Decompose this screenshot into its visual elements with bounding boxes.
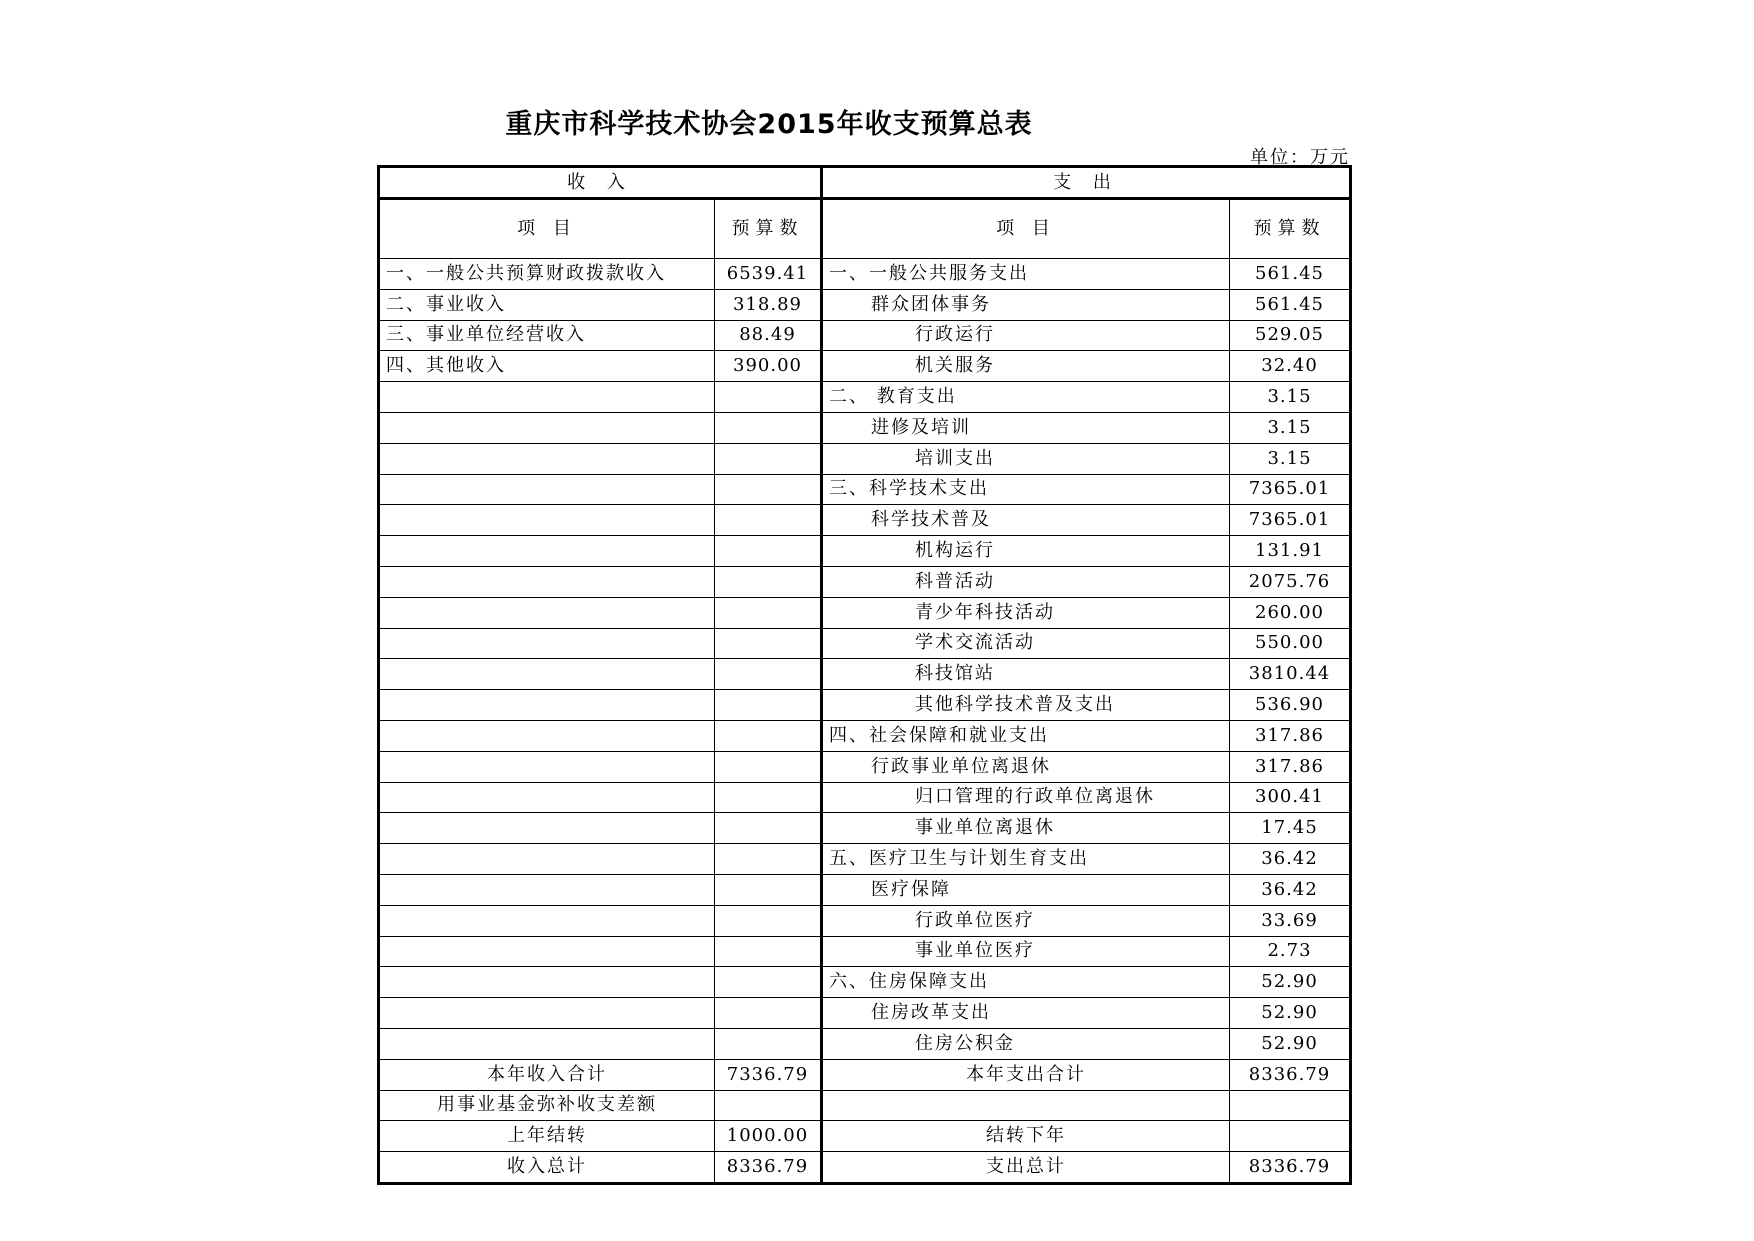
expense-item-cell: 机构运行 (822, 536, 1230, 567)
income-item-cell (379, 505, 715, 536)
expense-item-cell: 事业单位离退休 (822, 813, 1230, 844)
expense-item-cell: 科技馆站 (822, 659, 1230, 690)
income-amount-cell: 318.89 (715, 289, 822, 320)
expense-item-cell: 事业单位医疗 (822, 936, 1230, 967)
income-amount-cell: 390.00 (715, 351, 822, 382)
income-item-cell (379, 536, 715, 567)
income-amount-header: 预算数 (715, 199, 822, 259)
income-amount-cell (715, 813, 822, 844)
table-row (379, 967, 1351, 998)
table-row (379, 566, 1351, 597)
income-item-cell (379, 967, 715, 998)
expense-item-cell: 进修及培训 (822, 412, 1230, 443)
expense-item-cell: 培训支出 (822, 443, 1230, 474)
expense-amount-cell: 3.15 (1230, 382, 1351, 413)
expense-amount-cell: 33.69 (1230, 905, 1351, 936)
expense-item-cell: 其他科学技术普及支出 (822, 690, 1230, 721)
income-amount-cell (715, 628, 822, 659)
expense-amount-cell: 32.40 (1230, 351, 1351, 382)
table-row (379, 782, 1351, 813)
income-item-cell (379, 874, 715, 905)
income-amount-cell (715, 967, 822, 998)
income-amount-cell (715, 412, 822, 443)
income-amount-cell (715, 443, 822, 474)
expense-item-cell: 住房改革支出 (822, 998, 1230, 1029)
table-row (379, 259, 1351, 290)
budget-table (377, 165, 1352, 1185)
expense-item-cell: 青少年科技活动 (822, 597, 1230, 628)
expense-item-cell: 行政运行 (822, 320, 1230, 351)
table-row (379, 751, 1351, 782)
expense-amount-cell: 36.42 (1230, 844, 1351, 875)
expense-amount-cell: 52.90 (1230, 998, 1351, 1029)
expense-amount-cell: 550.00 (1230, 628, 1351, 659)
income-amount-cell (715, 382, 822, 413)
income-amount-cell (715, 720, 822, 751)
expense-amount-cell: 131.91 (1230, 536, 1351, 567)
expense-amount-cell: 3.15 (1230, 412, 1351, 443)
table-row (379, 474, 1351, 505)
expense-amount-cell: 36.42 (1230, 874, 1351, 905)
expense-amount-cell: 536.90 (1230, 690, 1351, 721)
income-item-cell (379, 1028, 715, 1059)
total-row (379, 1121, 1351, 1152)
expense-item-cell: 一、一般公共服务支出 (822, 259, 1230, 290)
income-amount-cell (715, 936, 822, 967)
expense-item-cell: 科普活动 (822, 566, 1230, 597)
table-row (379, 844, 1351, 875)
expense-item-cell: 学术交流活动 (822, 628, 1230, 659)
expense-item-cell: 科学技术普及 (822, 505, 1230, 536)
expense-item-cell: 二、 教育支出 (822, 382, 1230, 413)
expense-amount-cell: 3810.44 (1230, 659, 1351, 690)
income-item-cell (379, 382, 715, 413)
expense-item-header: 项 目 (822, 199, 1230, 259)
income-total-amount: 8336.79 (715, 1152, 822, 1184)
table-row (379, 320, 1351, 351)
expense-item-cell: 行政事业单位离退休 (822, 751, 1230, 782)
income-amount-cell (715, 782, 822, 813)
table-row (379, 597, 1351, 628)
expense-amount-cell: 52.90 (1230, 1028, 1351, 1059)
expense-amount-cell: 52.90 (1230, 967, 1351, 998)
expense-amount-cell: 561.45 (1230, 259, 1351, 290)
expense-section-header: 支 出 (822, 167, 1351, 199)
income-item-cell: 三、事业单位经营收入 (379, 320, 715, 351)
expense-amount-cell: 7365.01 (1230, 474, 1351, 505)
income-total-amount: 1000.00 (715, 1121, 822, 1152)
table-row (379, 936, 1351, 967)
expense-item-cell: 群众团体事务 (822, 289, 1230, 320)
expense-amount-cell: 17.45 (1230, 813, 1351, 844)
expense-item-cell: 住房公积金 (822, 1028, 1230, 1059)
expense-item-cell: 六、住房保障支出 (822, 967, 1230, 998)
table-row (379, 289, 1351, 320)
income-item-cell (379, 412, 715, 443)
income-item-cell (379, 813, 715, 844)
income-amount-cell (715, 1028, 822, 1059)
income-amount-cell (715, 998, 822, 1029)
income-total-amount: 7336.79 (715, 1059, 822, 1090)
income-item-cell (379, 905, 715, 936)
income-item-cell (379, 443, 715, 474)
income-item-cell (379, 659, 715, 690)
income-amount-cell (715, 659, 822, 690)
income-item-cell (379, 782, 715, 813)
income-amount-cell (715, 566, 822, 597)
total-row (379, 1059, 1351, 1090)
expense-total-label (822, 1090, 1230, 1121)
table-row (379, 536, 1351, 567)
income-amount-cell (715, 597, 822, 628)
table-row (379, 813, 1351, 844)
income-item-cell (379, 998, 715, 1029)
expense-total-amount (1230, 1090, 1351, 1121)
unit-label: 单位：万元 (1250, 147, 1350, 168)
table-row (379, 443, 1351, 474)
income-total-label: 上年结转 (379, 1121, 715, 1152)
table-row (379, 998, 1351, 1029)
table-row (379, 874, 1351, 905)
expense-amount-header: 预算数 (1230, 199, 1351, 259)
table-row (379, 720, 1351, 751)
income-amount-cell (715, 844, 822, 875)
income-amount-cell (715, 874, 822, 905)
expense-item-cell: 三、科学技术支出 (822, 474, 1230, 505)
income-item-cell (379, 597, 715, 628)
expense-item-cell: 归口管理的行政单位离退休 (822, 782, 1230, 813)
income-total-amount (715, 1090, 822, 1121)
expense-total-label: 结转下年 (822, 1121, 1230, 1152)
expense-amount-cell: 260.00 (1230, 597, 1351, 628)
expense-amount-cell: 2075.76 (1230, 566, 1351, 597)
income-total-label: 本年收入合计 (379, 1059, 715, 1090)
income-item-cell (379, 474, 715, 505)
table-row (379, 382, 1351, 413)
expense-amount-cell: 561.45 (1230, 289, 1351, 320)
total-row (379, 1090, 1351, 1121)
income-amount-cell: 6539.41 (715, 259, 822, 290)
expense-item-cell: 五、医疗卫生与计划生育支出 (822, 844, 1230, 875)
expense-total-amount: 8336.79 (1230, 1152, 1351, 1184)
expense-item-cell: 行政单位医疗 (822, 905, 1230, 936)
expense-item-cell: 机关服务 (822, 351, 1230, 382)
income-item-cell: 二、事业收入 (379, 289, 715, 320)
table-row (379, 412, 1351, 443)
income-item-cell (379, 690, 715, 721)
expense-amount-cell: 7365.01 (1230, 505, 1351, 536)
table-row (379, 351, 1351, 382)
income-item-cell: 四、其他收入 (379, 351, 715, 382)
income-item-cell (379, 628, 715, 659)
expense-item-cell: 四、社会保障和就业支出 (822, 720, 1230, 751)
income-item-cell (379, 844, 715, 875)
expense-total-label: 支出总计 (822, 1152, 1230, 1184)
expense-amount-cell: 2.73 (1230, 936, 1351, 967)
total-row (379, 1152, 1351, 1184)
income-amount-cell (715, 751, 822, 782)
income-item-cell (379, 566, 715, 597)
expense-total-amount: 8336.79 (1230, 1059, 1351, 1090)
page-title: 重庆市科学技术协会2015年收支预算总表 (505, 109, 1033, 140)
income-total-label: 用事业基金弥补收支差额 (379, 1090, 715, 1121)
table-row (379, 628, 1351, 659)
income-item-cell (379, 751, 715, 782)
income-amount-cell: 88.49 (715, 320, 822, 351)
table-row (379, 659, 1351, 690)
income-amount-cell (715, 905, 822, 936)
income-item-header: 项 目 (379, 199, 715, 259)
income-amount-cell (715, 505, 822, 536)
income-amount-cell (715, 536, 822, 567)
expense-amount-cell: 529.05 (1230, 320, 1351, 351)
income-amount-cell (715, 474, 822, 505)
table-row (379, 1028, 1351, 1059)
table-row (379, 505, 1351, 536)
table-row (379, 905, 1351, 936)
expense-total-amount (1230, 1121, 1351, 1152)
table-row (379, 690, 1351, 721)
income-amount-cell (715, 690, 822, 721)
income-item-cell (379, 936, 715, 967)
expense-amount-cell: 300.41 (1230, 782, 1351, 813)
expense-amount-cell: 3.15 (1230, 443, 1351, 474)
expense-amount-cell: 317.86 (1230, 751, 1351, 782)
section-header-row (379, 167, 1351, 199)
expense-item-cell: 医疗保障 (822, 874, 1230, 905)
income-item-cell (379, 720, 715, 751)
income-section-header: 收 入 (379, 167, 822, 199)
income-total-label: 收入总计 (379, 1152, 715, 1184)
expense-total-label: 本年支出合计 (822, 1059, 1230, 1090)
column-header-row (379, 199, 1351, 259)
expense-amount-cell: 317.86 (1230, 720, 1351, 751)
income-item-cell: 一、一般公共预算财政拨款收入 (379, 259, 715, 290)
